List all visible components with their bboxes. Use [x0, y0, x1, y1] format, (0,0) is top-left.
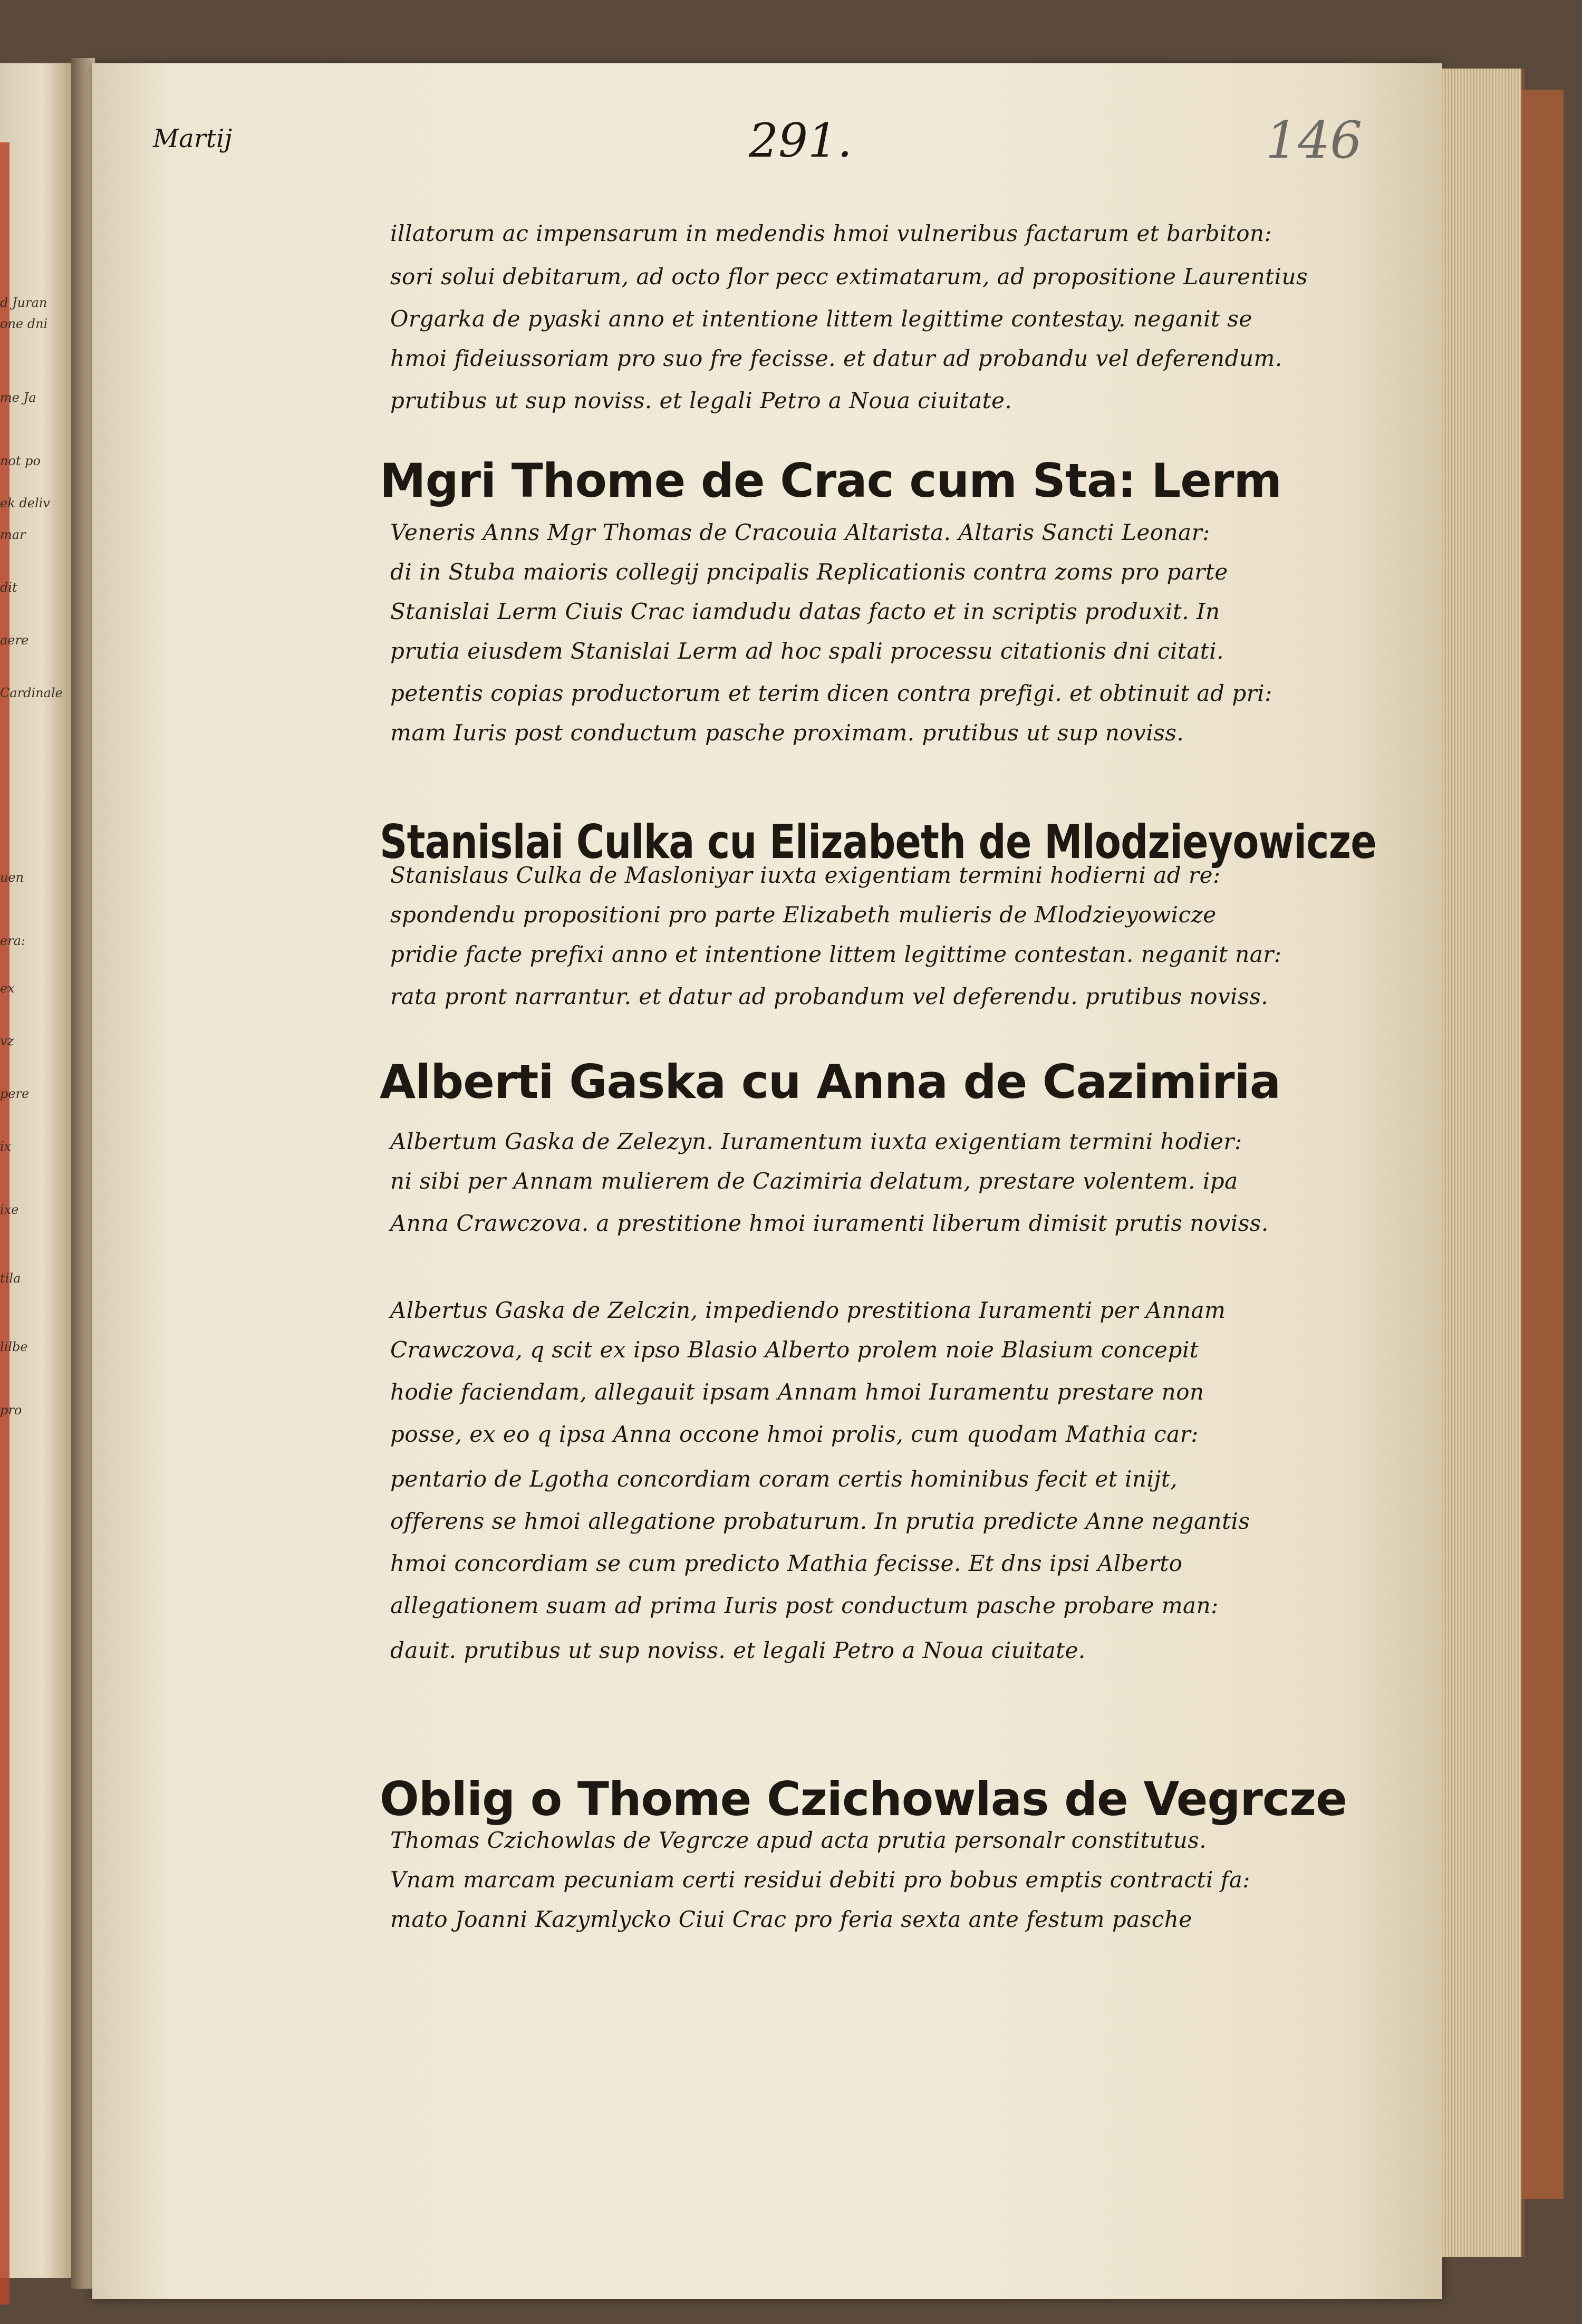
text-line: mato Joanni Kazymlycko Ciui Crac pro feria sexta ante festum pasche — [390, 1906, 1192, 1932]
margin-note: pro — [0, 1403, 22, 1417]
month-note: Martij — [153, 124, 233, 153]
text-line: pridie facte prefixi anno et intentione littem legittime contestan. neganit nar: — [390, 941, 1282, 967]
text-line: offerens se hmoi allegatione probaturum. In prutia predicte Anne negantis — [390, 1508, 1250, 1534]
text-line: Crawczova, q scit ex ipso Blasio Alberto prolem noie Blasium concepit — [390, 1337, 1199, 1363]
margin-note: uen — [0, 870, 24, 885]
margin-note: mar — [0, 527, 26, 542]
margin-note: tila — [0, 1271, 21, 1286]
text-line: Stanislai Lerm Ciuis Crac iamdudu datas facto et in scriptis produxit. In — [390, 599, 1220, 624]
text-line: petentis copias productorum et terim dicen contra prefigi. et obtinuit ad pri: — [390, 680, 1272, 706]
margin-note: ix — [0, 1139, 12, 1154]
text-line: Albertum Gaska de Zelezyn. Iuramentum iuxta exigentiam termini hodier: — [390, 1129, 1242, 1154]
margin-note: me Ja — [0, 390, 36, 405]
margin-note: Cardinale — [0, 686, 63, 700]
text-line: allegationem suam ad prima Iuris post conductum pasche probare man: — [390, 1593, 1219, 1618]
margin-note: d Juran — [0, 295, 47, 310]
entry-heading: Oblig o Thome Czichowlas de Vegrcze — [380, 1772, 1347, 1826]
text-line: hmoi concordiam se cum predicto Mathia fecisse. Et dns ipsi Alberto — [390, 1550, 1183, 1576]
margin-note: pere — [0, 1086, 30, 1101]
text-line: posse, ex eo q ipsa Anna occone hmoi prolis, cum quodam Mathia car: — [390, 1421, 1199, 1447]
text-line: Vnam marcam pecuniam certi residui debiti pro bobus emptis contracti fa: — [390, 1867, 1250, 1893]
entry-heading: Stanislai Culka cu Elizabeth de Mlodzieyowicze — [380, 815, 1376, 869]
entry-heading: Mgri Thome de Crac cum Sta: Lerm — [380, 454, 1282, 508]
text-line: sori solui debitarum, ad octo flor pecc extimatarum, ad propositione Laurentius — [390, 264, 1308, 290]
text-line: pentario de Lgotha concordiam coram certis hominibus fecit et inijt, — [390, 1466, 1178, 1492]
margin-note: lilbe — [0, 1339, 28, 1354]
text-line: Stanislaus Culka de Masloniyar iuxta exigentiam termini hodierni ad re: — [390, 862, 1221, 888]
text-line: hodie faciendam, allegauit ipsam Annam hmoi Iuramentu prestare non — [390, 1379, 1204, 1405]
text-line: Thomas Czichowlas de Vegrcze apud acta prutia personalr constitutus. — [390, 1827, 1207, 1853]
text-line: mam Iuris post conductum pasche proximam. prutibus ut sup noviss. — [390, 720, 1184, 746]
margin-note: ex — [0, 981, 15, 996]
margin-note: not po — [0, 454, 41, 468]
text-line: Albertus Gaska de Zelczin, impediendo prestitiona Iuramenti per Annam — [390, 1297, 1226, 1323]
margin-note: dit — [0, 580, 17, 595]
text-line: rata pront narrantur. et datur ad probandum vel deferendu. prutibus noviss. — [390, 983, 1269, 1009]
left-facing-page — [0, 63, 73, 2278]
margin-note: aere — [0, 633, 29, 648]
entry-heading: Alberti Gaska cu Anna de Cazimiria — [380, 1055, 1281, 1109]
margin-note: vz — [0, 1034, 14, 1048]
margin-note: one dni — [0, 316, 48, 331]
text-line: spondendu propositioni pro parte Elizabeth mulieris de Mlodzieyowicze — [390, 902, 1217, 928]
text-line: Orgarka de pyaski anno et intentione littem legittime contestay. neganit se — [390, 306, 1252, 332]
text-line: ni sibi per Annam mulierem de Cazimiria delatum, prestare volentem. ipa — [390, 1168, 1238, 1194]
margin-note: ixe — [0, 1202, 19, 1217]
text-line: prutibus ut sup noviss. et legali Petro a Noua ciuitate. — [390, 388, 1012, 413]
foliation-number: 146 — [1266, 111, 1363, 170]
page-block-edges — [1442, 69, 1525, 2257]
text-line: Veneris Anns Mgr Thomas de Cracouia Altarista. Altaris Sancti Leonar: — [390, 519, 1210, 545]
text-line: hmoi fideiussoriam pro suo fre fecisse. et datur ad probandu vel deferendum. — [390, 345, 1282, 371]
book-gutter — [71, 58, 95, 2289]
folio-number: 291. — [749, 113, 852, 168]
text-line: Anna Crawczova. a prestitione hmoi iuramenti liberum dimisit prutis noviss. — [390, 1210, 1269, 1236]
margin-note: era: — [0, 933, 26, 948]
text-line: dauit. prutibus ut sup noviss. et legali Petro a Noua ciuitate. — [390, 1637, 1086, 1663]
text-line: illatorum ac impensarum in medendis hmoi vulneribus factarum et barbiton: — [390, 220, 1272, 246]
text-line: di in Stuba maioris collegij pncipalis Replicationis contra zoms pro parte — [390, 559, 1228, 585]
leather-cover-edge — [1521, 90, 1564, 2199]
margin-note: ek deliv — [0, 496, 50, 510]
text-line: prutia eiusdem Stanislai Lerm ad hoc spali processu citationis dni citati. — [390, 638, 1224, 664]
